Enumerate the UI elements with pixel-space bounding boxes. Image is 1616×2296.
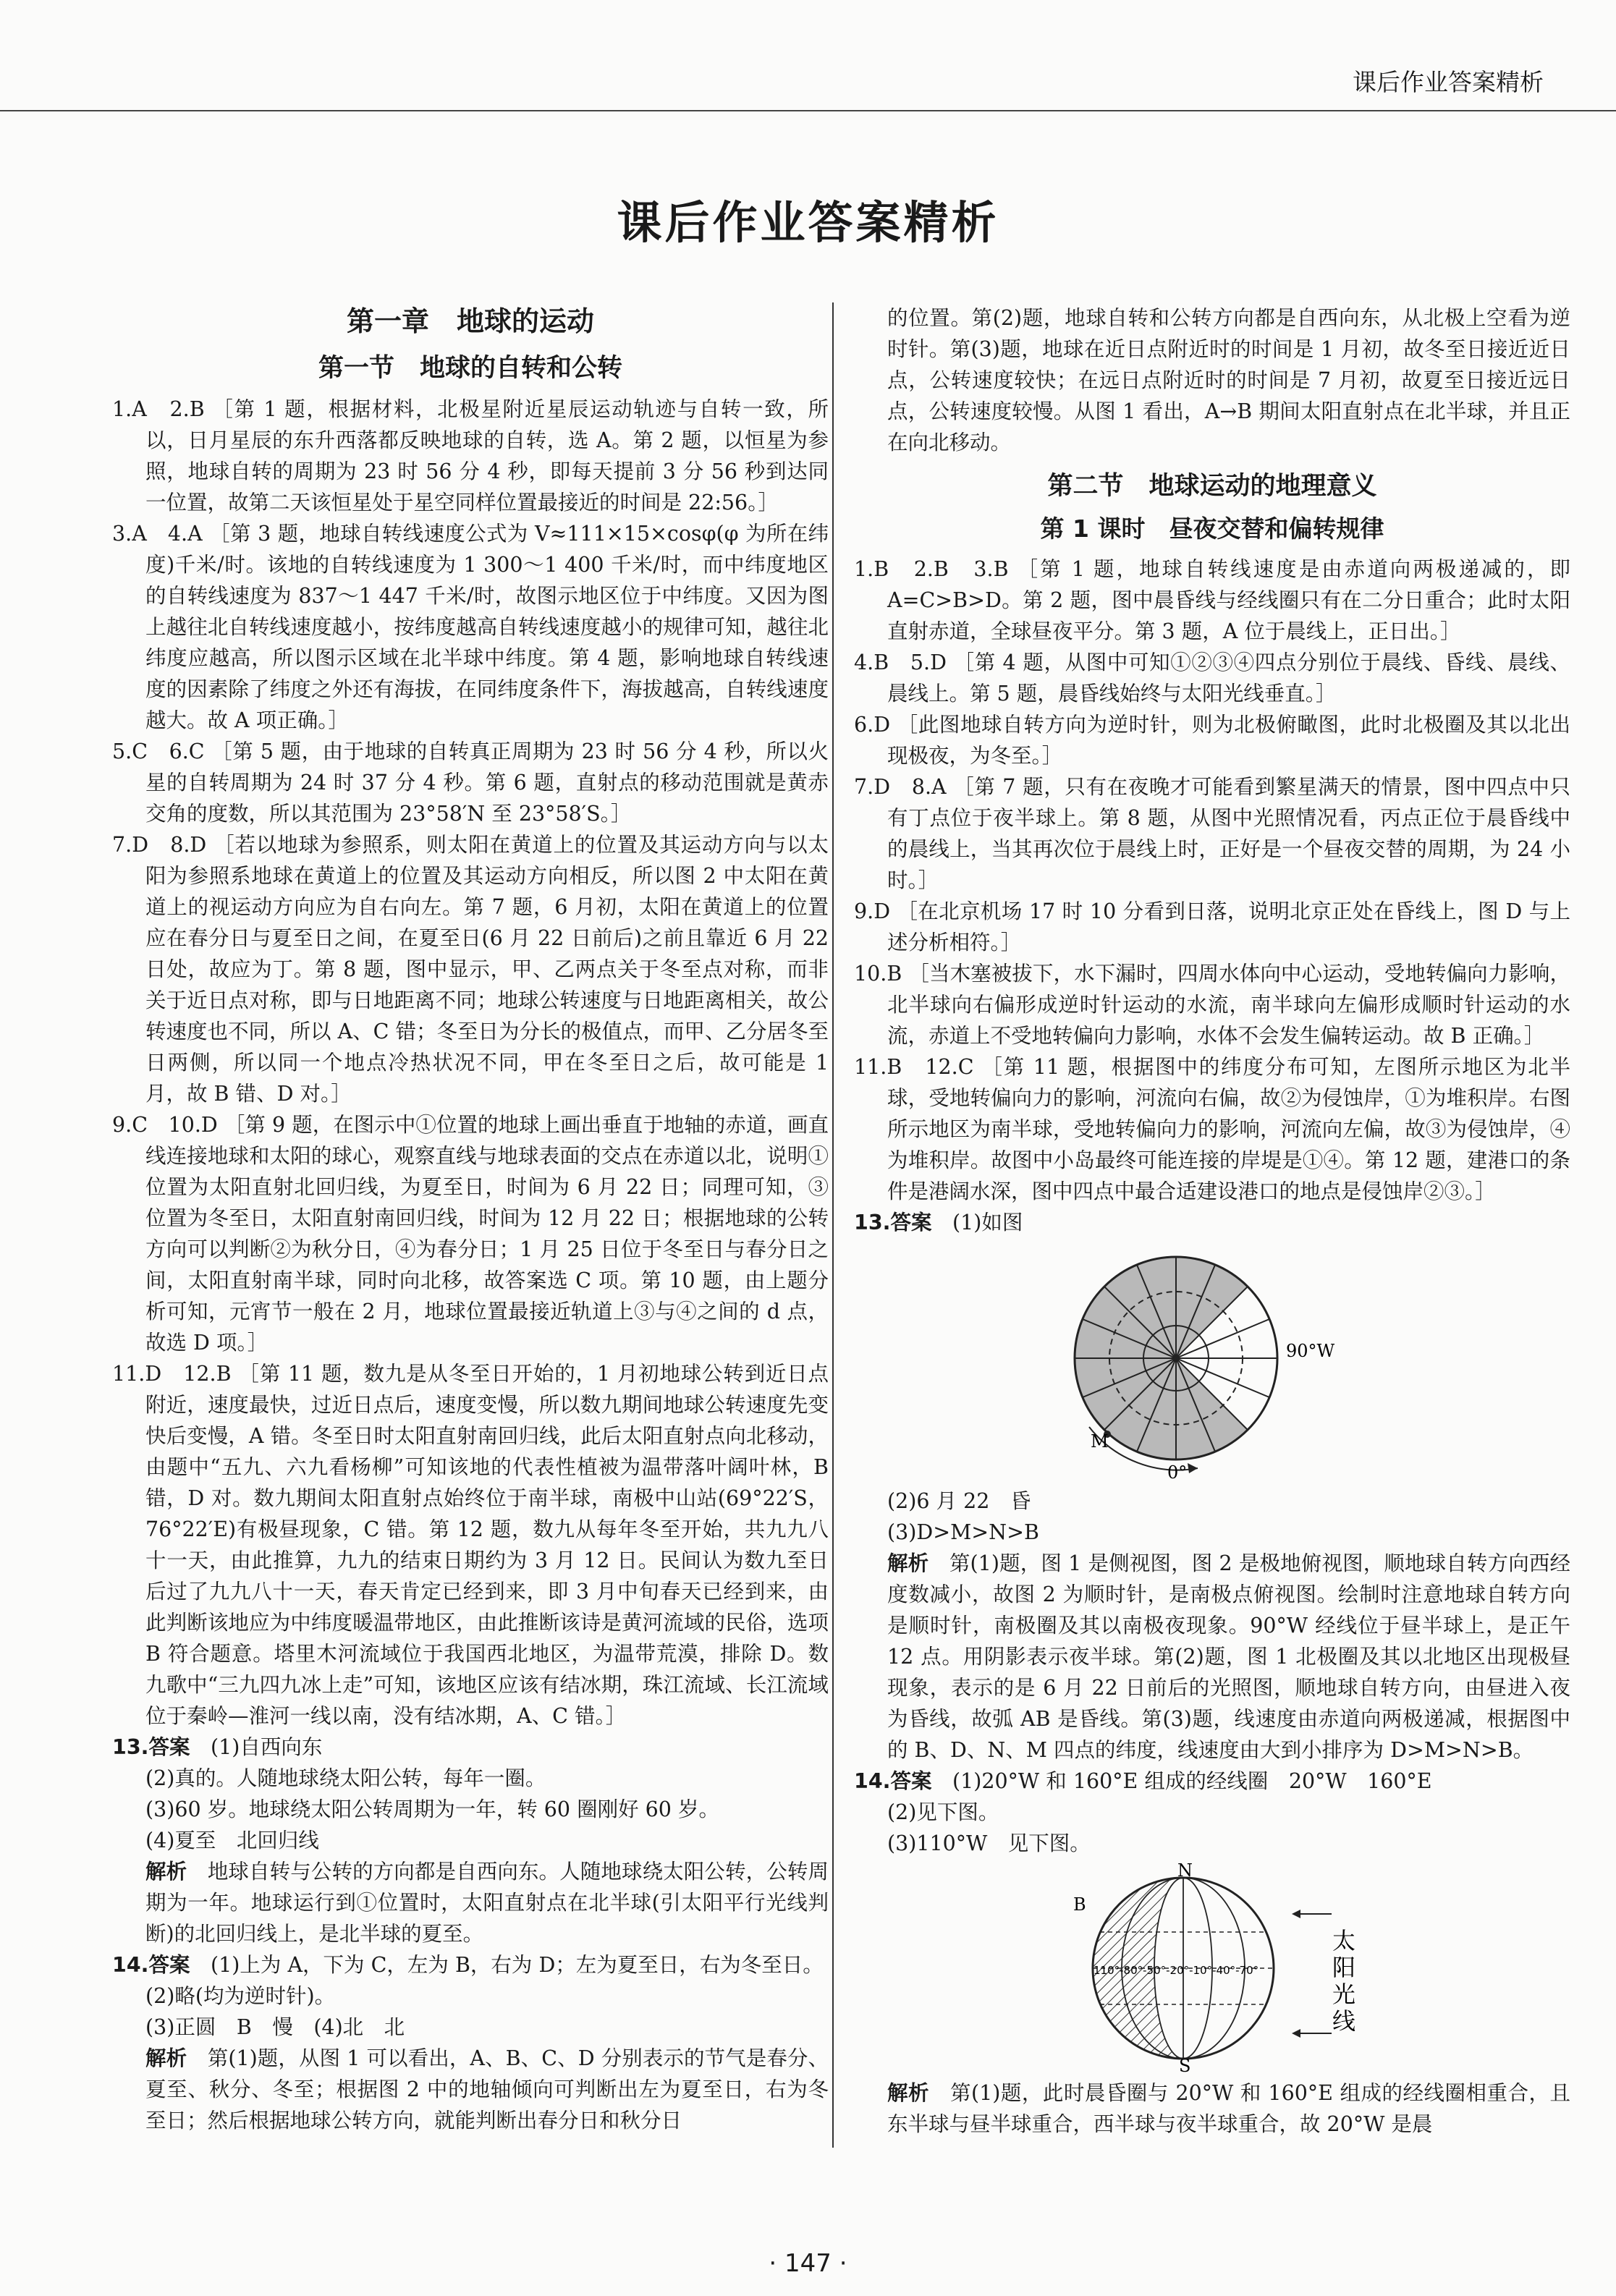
answer-item: 10.B ［当木塞被拔下，水下漏时，四周水体向中心运动，受地转偏向力影响，北半球向右偏形成逆时针运动的水流，南半球向左偏形成顺时针运动的水流，赤道上不受地转偏向力影响，水体不会发生偏转运动。故 B 正确。］ [854,962,1570,1048]
answer-text: (3)60 岁。地球绕太阳公转周期为一年，转 60 圈刚好 60 岁。 [145,1797,719,1821]
analysis-paragraph [112,2043,829,2136]
analysis-text: 第(1)题，从图 1 可以看出，A、B、C、D 分别表示的节气是春分、夏至、秋分、冬至；根据图 2 中的地轴倾向可判断出左为夏至日，右为冬至日；然后根据地球公转方向，就能判断出春分日和秋分日 [145,2046,829,2132]
answer-item: 7.D 8.A ［第 7 题，只有在夜晚才可能看到繁星满天的情景，图中四点中只有丁点位于夜半球上。第 8 题，从图中光照情况看，丙点正位于晨昏线中的晨线上，当其再次位于晨线上时，正好是一个昼夜交替的周期，为 24 小时。］ [854,775,1570,892]
answer-item: 11.D 12.B ［第 11 题，数九是从冬至日开始的，1 月初地球公转到近日点附近，速度最快，过近日点后，速度变慢，所以数九期间地球公转速度先变快后变慢，A 错。冬至日时太阳直射南回归线，此后太阳直射点向北移动，由题中“五九、六九看杨柳”可知该地的代表性植被为温带落叶阔叶林，B 错，D 对。数九期间太阳直射点始终位于南半球，南极中山站(69°22′S，76°22′E)有极昼现象，C 错。第 12 题，数九从每年冬至开始，共九九八十一天，由此推算，九九的结束日期约为 3 月 12 日。民间认为数九至日后过了九九八十一天，春天肯定已经到来，即 3 月中旬春天已经到来，由此判断该地应为中纬度暖温带地区，由此推断该诗是黄河流域的民俗，选项 B 符合题意。塔里木河流域位于我国西北地区，为温带荒漠，排除 D。数九歌中“三九四九冰上走”可知，该地区应该有结冰期，珠江流域、长江流域位于秦岭—淮河一线以南，没有结冰期，A、C 错。］ [112,1362,829,1728]
analysis-text: 第(1)题，此时晨昏圈与 20°W 和 160°E 组成的经线圈相重合，且东半球与昼半球重合，西半球与夜半球重合，故 20°W 是晨 [887,2081,1570,2136]
answer-text: (1)20°W 和 160°E 组成的经线圈 20°W 160°E [952,1769,1432,1793]
fig-label-s: S [1179,2056,1191,2073]
right-column [854,302,1570,2140]
answer-text: (1)如图 [952,1211,1023,1234]
answer-item [112,1949,829,1981]
page-number: · 147 · [769,2249,847,2278]
answer-item: 1.A 2.B ［第 1 题，根据材料，北极星附近星辰运动轨迹与自转一致，所以，日月星辰的东升西落都反映地球的自转，选 A。第 2 题，以恒星为参照，地球自转的周期为 23 时 56 分 4 秒，即每天提前 3 分 56 秒到达同一位置，故第二天该恒星处于星空同样位置最接近的时间是 22:56。］ [112,397,829,514]
fig-sun-char: 光 [1332,1981,1356,2008]
answer-label: 13.答案 [854,1211,932,1234]
answer-text: (1)上为 A，下为 C，左为 B，右为 D；左为夏至日，右为冬至日。 [211,1953,824,1977]
fig-label-90w: 90°W [1286,1341,1335,1361]
left-column [112,302,829,2136]
answer-item: 3.A 4.A ［第 3 题，地球自转线速度公式为 V≈111×15×cosφ(φ 为所在纬度)千米/时。该地的自转线速度为 1 300～1 400 千米/时，而中纬度地区的自转线速度为 837～1 447 千米/时，故图示地区位于中纬度。又因为图上越往北自转线速度越小，按纬度越高自转线速度越小的规律可知，越往北纬度应越高，所以图示区域在北半球中纬度。第 4 题，影响地球自转线速度的因素除了纬度之外还有海拔，在同纬度条件下，海拔越高，自转线速度越大。故 A 项正确。］ [112,522,829,732]
answer-item: 9.C 10.D ［第 9 题，在图示中①位置的地球上画出垂直于地轴的赤道，画直线连接地球和太阳的球心，观察直线与地球表面的交点在赤道以北，说明①位置为太阳直射北回归线，为夏至日，时间为 6 月 22 日；同理可知，③位置为冬至日，太阳直射南回归线，时间为 12 月 22 日；根据地球的公转方向可以判断②为秋分日，④为春分日；1 月 25 日位于冬至日与春分日之间，太阳直射南半球，同时向北移，故答案选 C 项。第 10 题，由上题分析可知，元宵节一般在 2 月，地球位置最接近轨道上③与④之间的 d 点，故选 D 项。］ [112,1113,829,1355]
answer-item [854,1207,1570,1238]
answer-text: (2)略(均为逆时针)。 [145,1984,336,2008]
fig-sun-char: 线 [1332,2007,1356,2035]
answer-label: 14.答案 [112,1953,190,1977]
fig-sun-char: 太 [1332,1927,1356,1954]
analysis-text: 第(1)题，图 1 是侧视图，图 2 是极地俯视图，顺地球自转方向西经度数减小，故图 2 为顺时针，是南极点俯视图。绘制时注意地球自转方向是顺时针，南极圈及其以南极夜现象。90°W 经线位于昼半球上，是正午 12 点。用阴影表示夜半球。第(2)题，图 1 北极圈及其以北地区出现极昼现象，表示的是 6 月 22 日前后的光照图，顺地球自转方向，由昼进入夜为昏线，故弧 AB 是昏线。第(3)题，线速度由赤道向两极递减，根据图中的 B、D、N、M 四点的纬度，线速度由大到小排序为 D>M>N>B。 [887,1551,1570,1762]
polar-view-figure [1060,1242,1364,1481]
section-heading: 第一节 地球的自转和公转 [318,354,622,383]
fig-label-b: B [1073,1894,1086,1915]
answer-item: 1.B 2.B 3.B ［第 1 题，地球自转线速度是由赤道向两极递减的，即 A=C>B>D。第 2 题，图中晨昏线与经线圈只有在二分日重合；此时太阳直射赤道，全球昼夜平分。第 3 题，A 位于晨线上，正日出。］ [854,557,1570,643]
answer-text: (2)见下图。 [887,1800,999,1824]
fig-longitude-ticks: 110°-80°-50°-20°-10°-40°-70° [1093,1964,1259,1977]
analysis-paragraph [854,1548,1570,1766]
answer-text: (1)自西向东 [211,1735,323,1759]
fig-label-0: 0° [1167,1462,1188,1481]
fig-label-m: M [1091,1431,1109,1452]
answer-item: 5.C 6.C ［第 5 题，由于地球的自转真正周期为 23 时 56 分 4 秒，所以火星的自转周期为 24 时 37 分 4 秒。第 6 题，直射点的移动范围就是黄赤交角的度数，所以其范围为 23°58′N 至 23°58′S。］ [112,740,829,826]
answer-item [854,1766,1570,1797]
fig-sun-char: 阳 [1332,1954,1356,1981]
answer-item: 7.D 8.D ［若以地球为参照系，则太阳在黄道上的位置及其运动方向与以太阳为参照系地球在黄道上的位置及其运动方向相反，所以图 2 中太阳在黄道上的视运动方向应为自右向左。第 7 题，6 月初，太阳在黄道上的位置应在春分日与夏至日之间，在夏至日(6 月 22 日前后)之前且靠近 6 月 22 日处，故应为丁。第 8 题，图中显示，甲、乙两点关于冬至点对称，而非关于近日点对称，即与日地距离不同；地球公转速度与日地距离相关，故公转速度也不同，所以 A、C 错；冬至日为分长的极值点，而甲、乙分居冬至日两侧，所以同一个地点冷热状况不同，甲在冬至日之后，故可能是 1 月，故 B 错、D 对。］ [112,833,829,1106]
answer-text: (2)6 月 22 昏 [887,1489,1031,1513]
analysis-label: 解析 [887,2081,930,2105]
analysis-text: 地球自转与公转的方向都是自西向东。人随地球绕太阳公转，公转周期为一年。地球运行到①位置时，太阳直射点在北半球(引太阳平行光线判断)的北回归线上，是北半球的夏至。 [145,1860,829,1946]
continued-analysis: 的位置。第(2)题，地球自转和公转方向都是自西向东，从北极上空看为逆时针。第(3)题，地球在近日点附近时的时间是 1 月初，故冬至日接近近日点，公转速度较快；在远日点附近时的时间是 7 月初，故夏至日接近远日点，公转速度较慢。从图 1 看出，A→B 期间太阳直射点在北半球，并且正在向北移动。 [887,306,1570,454]
answer-item: 11.B 12.C ［第 11 题，根据图中的纬度分布可知，左图所示地区为北半球，受地转偏向力的影响，河流向右偏，故②为侵蚀岸，①为堆积岸。右图所示地区为南半球，受地转偏向力的影响，河流向左偏，故③为侵蚀岸，④为堆积岸。故图中小岛最终可能连接的岸堤是①④。第 12 题，建港口的条件是港阔水深，图中四点中最合适建设港口的地点是侵蚀岸②③。］ [854,1055,1570,1203]
column-divider [832,302,834,2148]
answer-text: (2)真的。人随地球绕太阳公转，每年一圈。 [145,1766,546,1790]
section-heading: 第二节 地球运动的地理意义 [1047,472,1377,501]
answer-item: 4.B 5.D ［第 4 题，从图中可知①②③④四点分别位于晨线、昏线、晨线、晨线上。第 5 题，晨昏线始终与太阳光线垂直。］ [854,651,1570,706]
answer-label: 13.答案 [112,1735,190,1759]
answer-text: (3)正圆 B 慢 (4)北 北 [145,2015,405,2039]
page-title: 课后作业答案精析 [617,196,999,249]
fig-label-n: N [1177,1863,1193,1881]
answer-text: (4)夏至 北回归线 [145,1829,319,1852]
answer-text: (3)110°W 见下图。 [887,1831,1091,1855]
globe-figure [1046,1863,1379,2073]
analysis-label: 解析 [145,2046,187,2070]
answer-item: 6.D ［此图地球自转方向为逆时针，则为北极俯瞰图，此时北极圈及其以北出现极夜，为冬至。］ [854,713,1570,768]
chapter-heading: 第一章 地球的运动 [346,305,594,337]
running-header: 课后作业答案精析 [1353,68,1544,96]
analysis-paragraph [112,1856,829,1949]
analysis-label: 解析 [887,1551,929,1575]
analysis-paragraph [854,2077,1570,2140]
header-rule [0,110,1616,111]
analysis-label: 解析 [145,1860,187,1884]
answer-text: (3)D>M>N>B [887,1520,1039,1544]
answer-item: 9.D ［在北京机场 17 时 10 分看到日落，说明北京正处在昏线上，图 D 与上述分析相符。］ [854,899,1570,954]
answer-label: 14.答案 [854,1769,932,1793]
lesson-heading: 第 1 课时 昼夜交替和偏转规律 [1040,514,1384,543]
answer-item [112,1732,829,1763]
